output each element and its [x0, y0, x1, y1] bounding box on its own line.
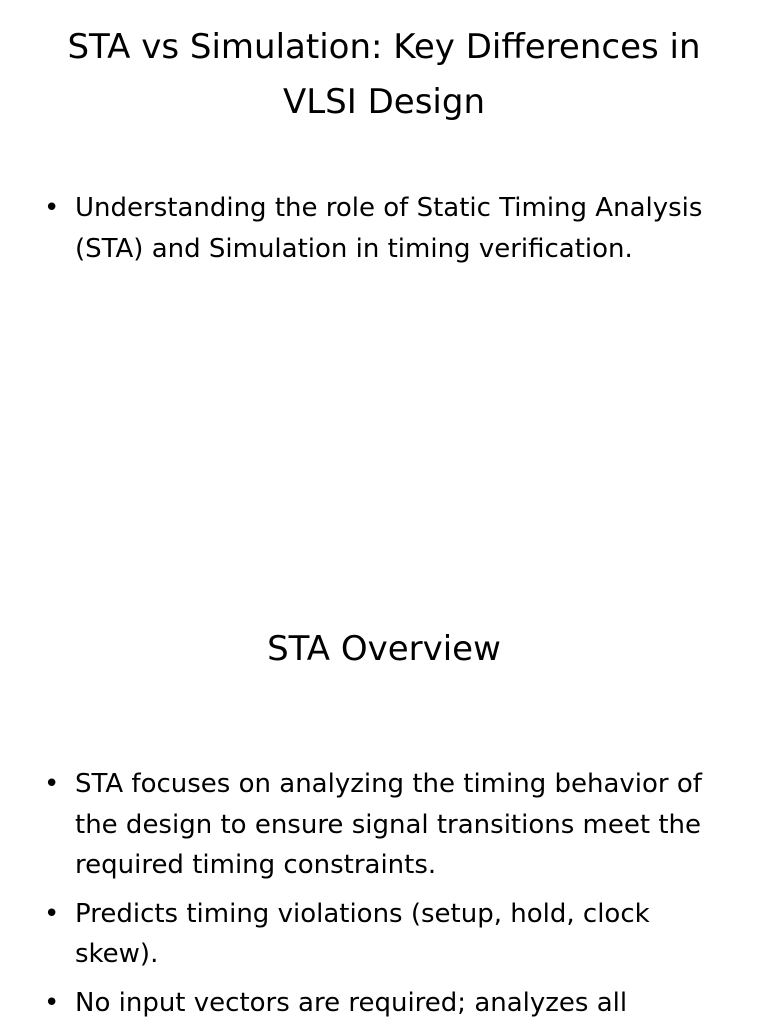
bullet-item: [44, 983, 724, 1024]
bullet-text: Predicts timing violations (setup, hold, clock skew).: [75, 898, 650, 969]
slide-title: STA Overview: [267, 629, 501, 669]
bullet-text: STA focuses on analyzing the timing behavior of the design to ensure signal transitions meet the required timing constraints.: [75, 769, 702, 880]
bullet-item: [44, 188, 724, 269]
slide-title: STA vs Simulation: Key Differences in VLSI Design: [67, 27, 701, 122]
bullet-text: No input vectors are required; analyzes all: [75, 987, 628, 1018]
bullet-icon: •: [44, 898, 60, 929]
slide-2: [0, 560, 768, 1024]
bullet-icon: •: [44, 769, 60, 799]
bullet-text: Understanding the role of Static Timing Analysis (STA) and Simulation in timing verification.: [75, 193, 703, 264]
bullet-list: [44, 764, 724, 1024]
bullet-icon: •: [44, 193, 60, 223]
bullet-item: [44, 894, 724, 975]
bullet-icon: •: [44, 987, 60, 1018]
bullet-item: [44, 764, 724, 886]
bullet-list: [44, 188, 724, 277]
